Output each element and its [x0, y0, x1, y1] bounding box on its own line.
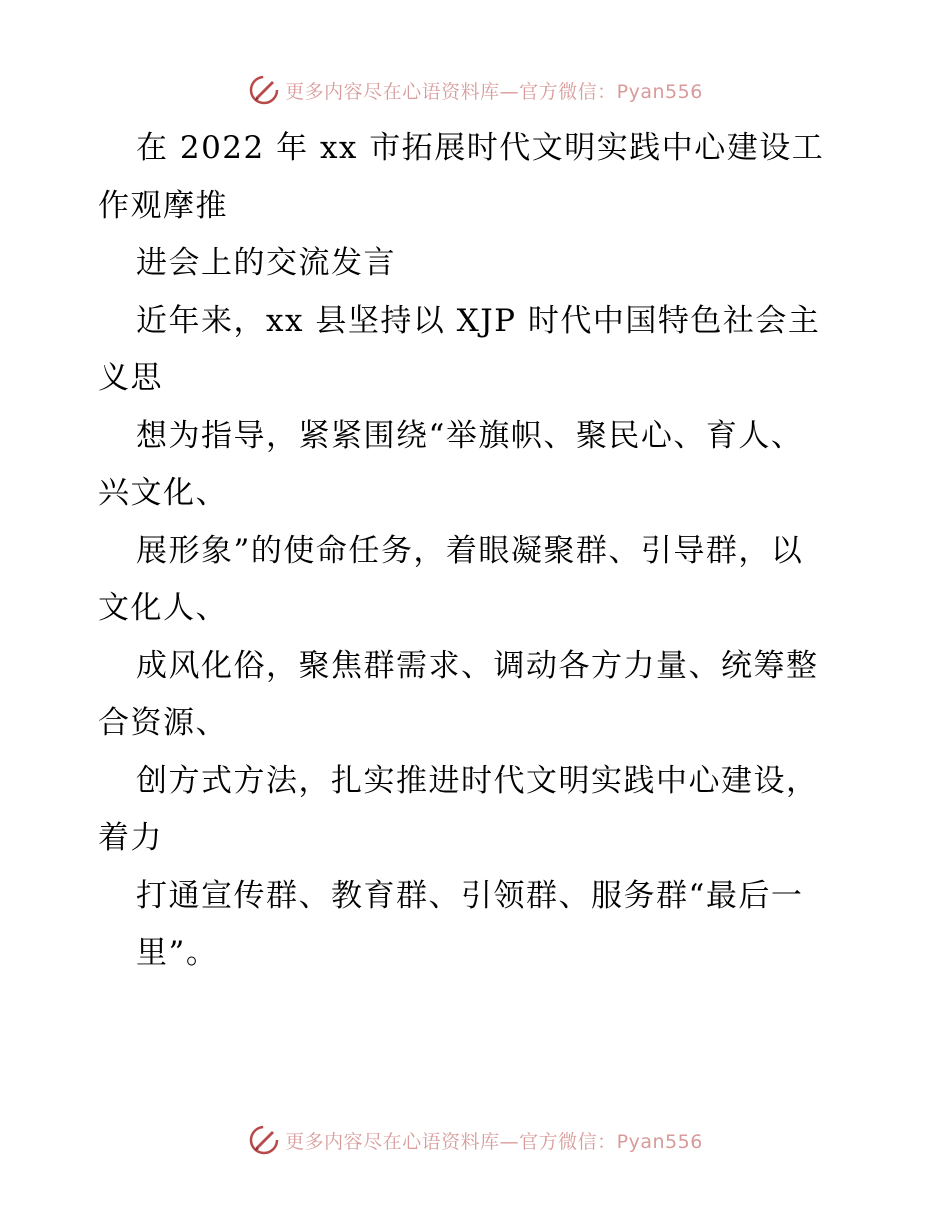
- text-line: 在 2022 年 xx 市拓展时代文明实践中心建设工: [136, 130, 825, 166]
- text-line: 兴文化、: [98, 475, 228, 511]
- text-line: 打通宣传群、教育群、引领群、服务群“最后一: [136, 877, 804, 914]
- text-line: 近年来，xx 县坚持以 XJP 时代中国特色社会主: [136, 302, 821, 339]
- footer-watermark: [0, 1120, 950, 1160]
- text-line: 想为指导，紧紧围绕“举旗帜、聚民心、育人、: [136, 417, 804, 454]
- text-line: 义思: [98, 360, 163, 396]
- text-line: 展形象”的使命任务，着眼凝聚群、引导群，以: [136, 532, 804, 569]
- text-line: 文化人、: [98, 590, 228, 626]
- text-line: 里”。: [136, 935, 219, 971]
- document-body: [98, 120, 858, 983]
- subtitle-paragraph: [98, 235, 858, 293]
- watermark-text: 更多内容尽在心语资料库—官方微信：Pyan556: [285, 80, 703, 103]
- body-paragraph: [98, 868, 858, 983]
- body-paragraph: [98, 638, 858, 753]
- watermark-logo-icon: [247, 1123, 281, 1157]
- watermark-logo-icon: [247, 73, 281, 107]
- text-line: 着力: [98, 820, 163, 856]
- text-line: 作观摩推: [98, 187, 228, 224]
- text-line: 进会上的交流发言: [136, 245, 396, 281]
- body-paragraph: [98, 523, 858, 638]
- header-watermark: [0, 70, 950, 110]
- watermark-text: 更多内容尽在心语资料库—官方微信：Pyan556: [285, 1130, 703, 1153]
- body-paragraph: [98, 408, 858, 523]
- text-line: 创方式方法，扎实推进时代文明实践中心建设，: [136, 762, 819, 799]
- body-paragraph: [98, 293, 858, 408]
- body-paragraph: [98, 753, 858, 868]
- title-paragraph: [98, 120, 858, 235]
- text-line: 合资源、: [98, 705, 228, 741]
- text-line: 成风化俗，聚焦群需求、调动各方力量、统筹整: [136, 647, 819, 684]
